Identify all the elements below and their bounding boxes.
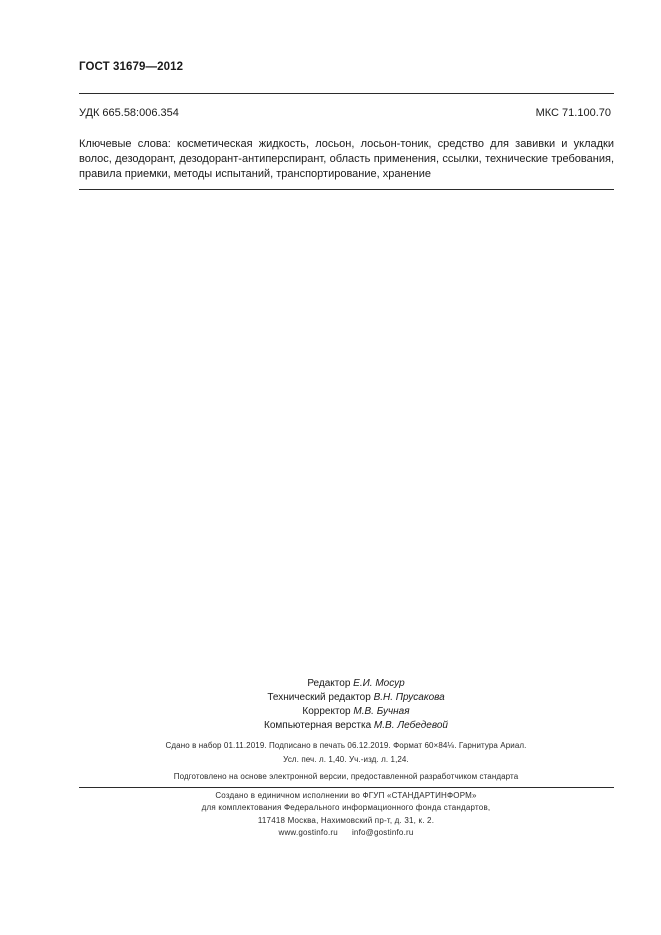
website-link[interactable]: www.gostinfo.ru	[278, 828, 338, 837]
editors-block	[200, 677, 512, 733]
layout-line	[200, 719, 512, 733]
tech-editor-role: Технический редактор	[267, 692, 371, 703]
corrector-role: Корректор	[302, 706, 351, 717]
fund-line: для комплектования Федерального информационного фонда стандартов,	[201, 803, 491, 812]
email-link[interactable]: info@gostinfo.ru	[351, 828, 414, 837]
footer-divider	[79, 787, 614, 788]
tech-editor-line	[200, 691, 512, 705]
source-note-line: Подготовлено на основе электронной версии, предоставленной разработчиком стандарта	[173, 772, 519, 781]
keywords-paragraph: Ключевые слова: косметическая жидкость, лосьон, лосьон-тоник, средство для завивки и укладки волос, дезодорант, дезодорант-антиперспирант, область применения, ссылки, технические требования, правила приемки, методы испытаний, транспортирование, хранение	[79, 138, 614, 180]
address-line: 117418 Москва, Нахимовский пр-т, д. 31, к. 2.	[257, 816, 435, 825]
layout-role: Компьютерная верстка	[264, 720, 372, 731]
standard-code: ГОСТ 31679—2012	[79, 61, 184, 73]
corrector-name: М.В. Бучная	[353, 706, 410, 717]
editor-line	[200, 677, 512, 691]
editor-role: Редактор	[307, 678, 351, 689]
keywords-divider	[79, 189, 614, 190]
contacts-line	[100, 828, 592, 837]
layout-name: М.В. Лебедевой	[373, 720, 448, 731]
print-details-line: Сдано в набор 01.11.2019. Подписано в печать 06.12.2019. Формат 60×84⅛. Гарнитура Ариал.	[165, 741, 527, 750]
editor-name: Е.И. Мосур	[353, 678, 405, 689]
corrector-line	[200, 705, 512, 719]
tech-editor-name: В.Н. Прусакова	[373, 692, 445, 703]
mks-code: МКС 71.100.70	[535, 107, 611, 119]
publisher-line: Создано в единичном исполнении во ФГУП «СТАНДАРТИНФОРМ»	[215, 791, 477, 800]
top-divider	[79, 93, 614, 94]
print-sheets-line: Усл. печ. л. 1,40. Уч.-изд. л. 1,24.	[283, 755, 409, 764]
udk-code: УДК 665.58:006.354	[79, 107, 179, 119]
